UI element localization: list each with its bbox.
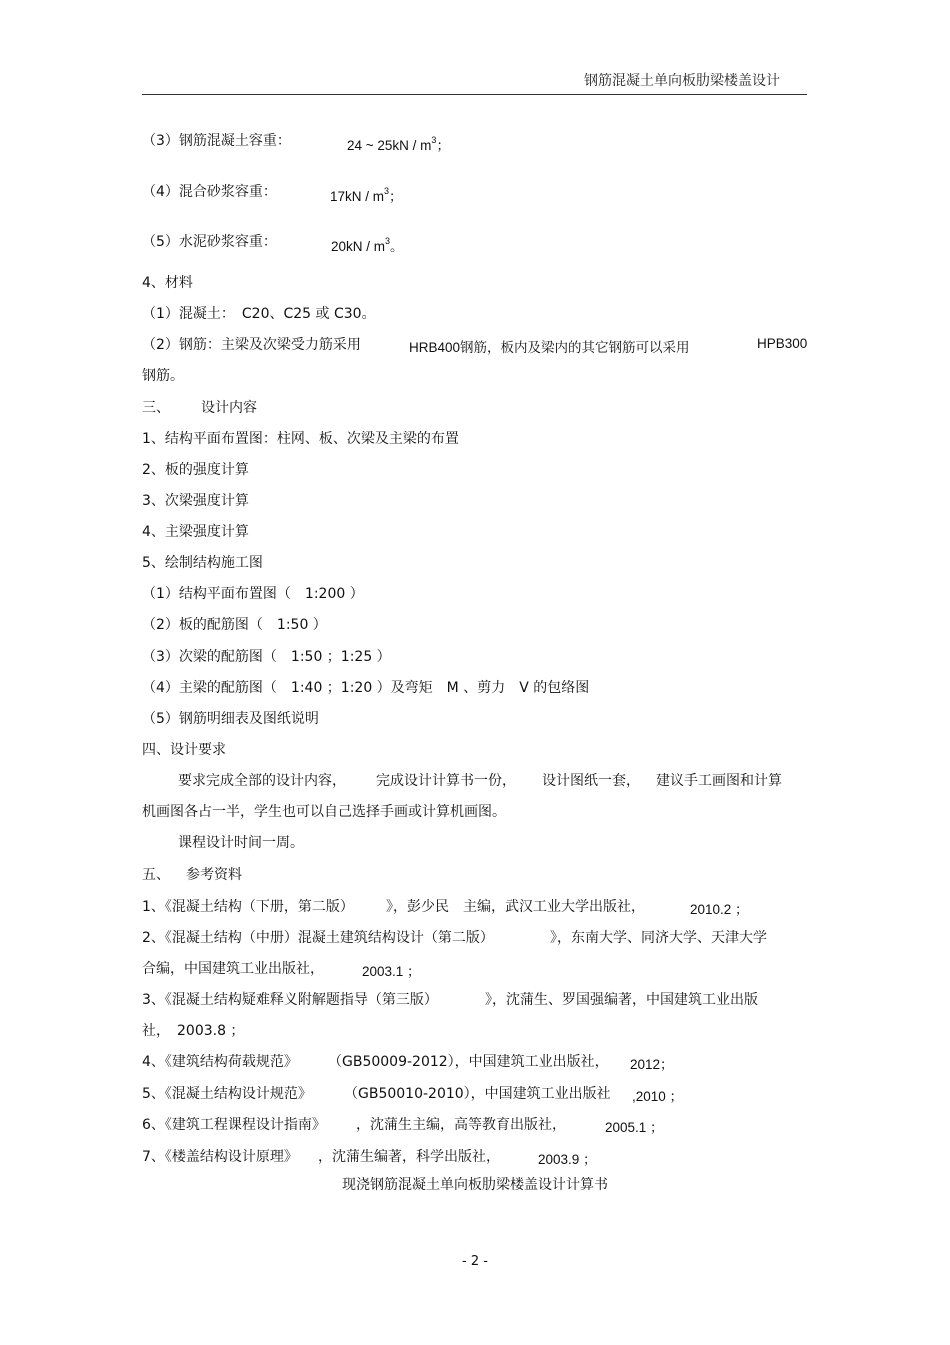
- design-item: 5、绘制结构施工图: [142, 555, 263, 571]
- reference-item: 2005.1 ；: [605, 1120, 664, 1135]
- density-value-mixed-mortar: $17kN / m^3$；: [330, 186, 403, 204]
- references-heading: 参考资料: [186, 867, 242, 883]
- drawing-item: （4）主梁的配筋图（ 1:40 ；1:20 ）及弯矩 M 、剪力 V 的包络图: [142, 680, 590, 696]
- design-item: 3、次梁强度计算: [142, 493, 249, 509]
- materials-steel-d: 钢筋。: [142, 368, 184, 384]
- page-number: - 2 -: [462, 1254, 488, 1269]
- reference-item: 合编，中国建筑工业出版社，: [142, 961, 324, 977]
- reference-item: （GB50009-2012），中国建筑工业出版社，: [328, 1054, 609, 1070]
- requirements-p2: 课程设计时间一周。: [178, 835, 304, 851]
- drawing-item: （5）钢筋明细表及图纸说明: [142, 711, 319, 727]
- density-label-cement-mortar: （5）水泥砂浆容重：: [142, 234, 277, 250]
- density-label-mixed-mortar: （4）混合砂浆容重：: [142, 184, 277, 200]
- requirements-p1-c: 设计图纸一套，: [542, 773, 640, 789]
- document-caption: 现浇钢筋混凝土单向板肋梁楼盖设计计算书: [342, 1177, 608, 1193]
- running-header: 钢筋混凝土单向板肋梁楼盖设计: [584, 73, 780, 89]
- reference-item: 3、《混凝土结构疑难释义附解题指导（第三版）: [142, 992, 438, 1008]
- requirements-p1-d: 建议手工画图和计算: [656, 773, 782, 789]
- requirements-heading: 四、设计要求: [142, 742, 226, 758]
- design-item: 2、板的强度计算: [142, 462, 249, 478]
- header-rule: [142, 94, 807, 95]
- design-item: 1、结构平面布置图：柱网、板、次梁及主梁的布置: [142, 431, 459, 447]
- reference-item: 7、《楼盖结构设计原理》: [142, 1149, 298, 1165]
- materials-steel-a: （2）钢筋：主梁及次梁受力筋采用: [142, 337, 361, 353]
- requirements-p1-a: 要求完成全部的设计内容，: [178, 773, 346, 789]
- reference-item: （GB50010-2010），中国建筑工业出版社: [344, 1086, 611, 1102]
- density-value-concrete: 24 ~ $25kN / m^3$；: [347, 135, 450, 153]
- reference-item: 》，彭少民 主编，武汉工业大学出版社，: [386, 899, 645, 915]
- drawing-item: （2）板的配筋图（ 1:50 ）: [142, 617, 327, 633]
- reference-item: 1、《混凝土结构（下册，第二版）: [142, 899, 354, 915]
- references-heading-num: 五、: [142, 867, 170, 883]
- reference-item: 2、《混凝土结构（中册）混凝土建筑结构设计（第二版）: [142, 930, 494, 946]
- density-label-concrete: （3）钢筋混凝土容重：: [142, 133, 291, 149]
- reference-item: 4、《建筑结构荷载规范》: [142, 1054, 298, 1070]
- requirements-p1-b: 完成设计计算书一份，: [376, 773, 516, 789]
- materials-concrete: （1）混凝土： C20、C25 或 C30。: [142, 306, 376, 322]
- density-value-cement-mortar: $20kN / m^3$。: [331, 236, 404, 254]
- drawing-item: （1）结构平面布置图（ 1:200 ）: [142, 586, 364, 602]
- reference-item: 》，沈蒲生、罗国强编著，中国建筑工业出版: [485, 992, 758, 1008]
- materials-steel-b: HRB400钢筋，板内及梁内的其它钢筋可以采用: [409, 340, 690, 355]
- materials-steel-c: HPB300: [757, 336, 808, 351]
- reference-item: 》，东南大学、同济大学、天津大学: [550, 930, 767, 946]
- reference-item: ，沈蒲生编著，科学出版社，: [318, 1149, 500, 1165]
- design-content-heading-num: 三、: [142, 400, 170, 416]
- reference-item: 5、《混凝土结构设计规范》: [142, 1086, 312, 1102]
- reference-item: 2003.1 ；: [362, 964, 421, 979]
- drawing-item: （3）次梁的配筋图（ 1:50 ；1:25 ）: [142, 649, 391, 665]
- reference-item: 2010.2 ；: [690, 902, 749, 917]
- reference-item: ，沈蒲生主编，高等教育出版社，: [356, 1117, 566, 1133]
- reference-item: 6、《建筑工程课程设计指南》: [142, 1117, 326, 1133]
- design-item: 4、主梁强度计算: [142, 524, 249, 540]
- reference-item: 社， 2003.8 ；: [142, 1023, 245, 1039]
- reference-item: 2012；: [630, 1057, 674, 1072]
- reference-item: ,2010 ；: [632, 1089, 684, 1104]
- reference-item: 2003.9 ；: [538, 1152, 597, 1167]
- design-content-heading: 设计内容: [201, 400, 257, 416]
- requirements-p1-line2: 机画图各占一半，学生也可以自己选择手画或计算机画图。: [142, 804, 506, 820]
- materials-heading: 4、材料: [142, 275, 193, 291]
